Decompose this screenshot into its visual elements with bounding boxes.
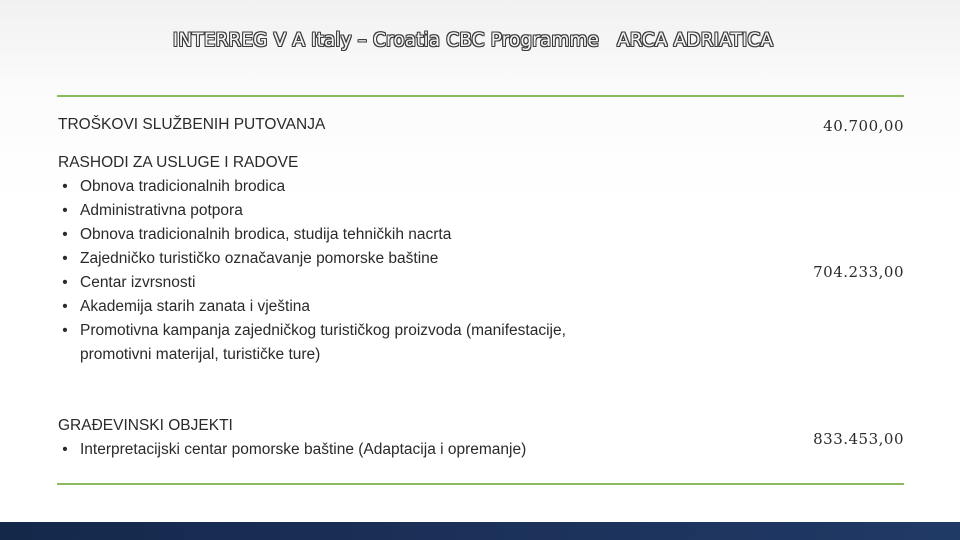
services-section bbox=[58, 151, 904, 367]
bullet-icon: • bbox=[62, 441, 68, 458]
list-item-text: Obnova tradicionalnih brodica, studija tehničkih nacrta bbox=[80, 226, 452, 243]
list-item-text: Obnova tradicionalnih brodica bbox=[80, 178, 286, 195]
list-item bbox=[58, 438, 904, 462]
services-list bbox=[58, 175, 904, 367]
list-item bbox=[58, 199, 904, 223]
list-item-text: Administrativna potpora bbox=[80, 202, 243, 219]
list-item-text: Akademija starih zanata i vještina bbox=[80, 298, 311, 315]
travel-costs-section bbox=[58, 113, 904, 137]
list-item-text: Zajedničko turističko označavanje pomorske baštine bbox=[80, 250, 439, 267]
services-amount: 704.233,00 bbox=[813, 263, 904, 281]
bullet-icon: • bbox=[62, 298, 68, 315]
bullet-icon: • bbox=[62, 226, 68, 243]
slide-title: INTERREG V A Italy – Croatia CBC Programme ARCA ADRIATICA bbox=[172, 30, 774, 51]
construction-list bbox=[58, 438, 904, 462]
services-heading: RASHODI ZA USLUGE I RADOVE bbox=[58, 154, 299, 171]
footer-bar bbox=[0, 522, 960, 540]
bullet-icon: • bbox=[62, 274, 68, 291]
list-item-text: Interpretacijski centar pomorske baštine (Adaptacija i opremanje) bbox=[80, 441, 527, 458]
list-item-text: Centar izvrsnosti bbox=[80, 274, 196, 291]
list-item bbox=[58, 175, 904, 199]
list-item bbox=[58, 223, 904, 247]
bullet-icon: • bbox=[62, 322, 68, 339]
travel-costs-heading: TROŠKOVI SLUŽBENIH PUTOVANJA bbox=[58, 116, 326, 133]
travel-costs-amount: 40.700,00 bbox=[823, 117, 904, 135]
construction-section bbox=[58, 414, 904, 462]
bullet-icon: • bbox=[62, 202, 68, 219]
bullet-icon: • bbox=[62, 178, 68, 195]
bottom-divider bbox=[57, 483, 904, 485]
bullet-icon: • bbox=[62, 250, 68, 267]
list-item bbox=[58, 295, 904, 319]
list-item bbox=[58, 247, 904, 271]
list-item-text: Promotivna kampanja zajedničkog turističkog proizvoda (manifestacije, promotivni materijal, turističke ture) bbox=[80, 322, 566, 363]
list-item bbox=[58, 271, 904, 295]
top-divider bbox=[57, 95, 904, 97]
construction-heading: GRAĐEVINSKI OBJEKTI bbox=[58, 417, 233, 434]
list-item bbox=[58, 319, 580, 367]
construction-amount: 833.453,00 bbox=[813, 430, 904, 448]
